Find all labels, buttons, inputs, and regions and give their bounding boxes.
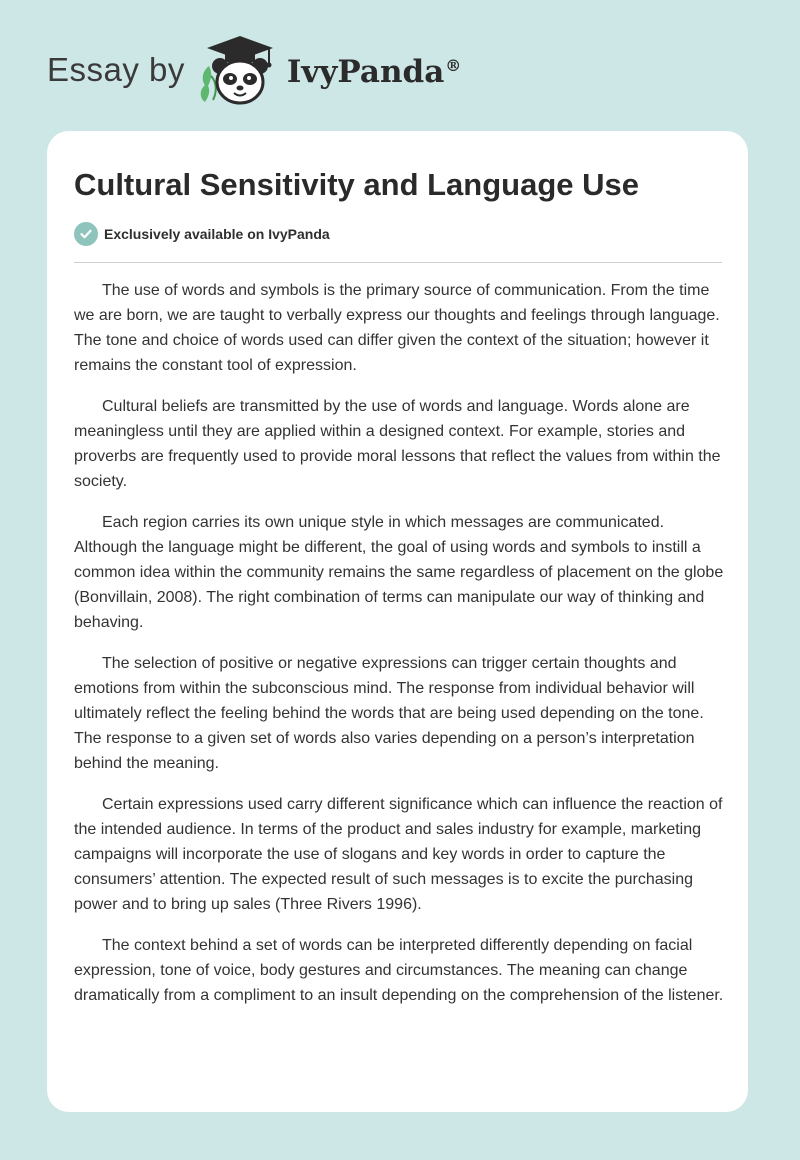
- badge-label: Exclusively available on IvyPanda: [104, 226, 330, 242]
- page-title: Cultural Sensitivity and Language Use: [74, 167, 640, 202]
- essay-card: [47, 131, 748, 1112]
- check-circle-icon: [74, 222, 98, 246]
- essay-by-label: Essay by: [47, 51, 185, 88]
- paragraph: Certain expressions used carry different significance which can influence the reaction of the intended audience. In terms of the product and sales industry for example, marketing campaigns will incorporate the use of slogans and key words in order to capture the consumers’ attention. The expected result of such messages is to excite the purchasing power and to bring up sales (Three Rivers 1996).: [74, 796, 723, 913]
- essay-body: [74, 278, 726, 1024]
- brand-name[interactable]: [287, 54, 461, 90]
- title-divider: [74, 262, 722, 263]
- paragraph: Cultural beliefs are transmitted by the use of words and language. Words alone are meaningless until they are applied within a designed context. For example, stories and proverbs are frequently used to provide moral lessons that reflect the values from within the society.: [74, 398, 721, 490]
- paragraph: The selection of positive or negative expressions can trigger certain thoughts and emotions from within the subconscious mind. The response from individual behavior will ultimately reflect the feeling behind the words that are being used depending on the tone. The response to a given set of words also varies depending on a person’s interpretation behind the meaning.: [74, 655, 704, 772]
- paragraph: Each region carries its own unique style in which messages are communicated. Although the language might be different, the goal of using words and symbols to instill a common idea within the community remains the same regardless of placement on the globe (Bonvillain, 2008). The right combination of terms can manipulate our way of thinking and behaving.: [74, 514, 724, 631]
- registered-mark: ®: [445, 55, 462, 75]
- paragraph: The context behind a set of words can be interpreted differently depending on facial expression, tone of voice, body gestures and circumstances. The meaning can change dramatically from a compliment to an insult depending on the comprehension of the listener.: [74, 937, 724, 1004]
- paragraph: The use of words and symbols is the primary source of communication. From the time we are born, we are taught to verbally express our thoughts and feelings through language. The tone and choice of words used can differ given the context of the situation; however it remains the constant tool of expression.: [74, 282, 720, 374]
- panda-graduate-icon[interactable]: [195, 30, 285, 110]
- site-header: [47, 30, 461, 110]
- exclusive-badge: [74, 222, 330, 246]
- brand-text: IvyPanda: [286, 54, 445, 90]
